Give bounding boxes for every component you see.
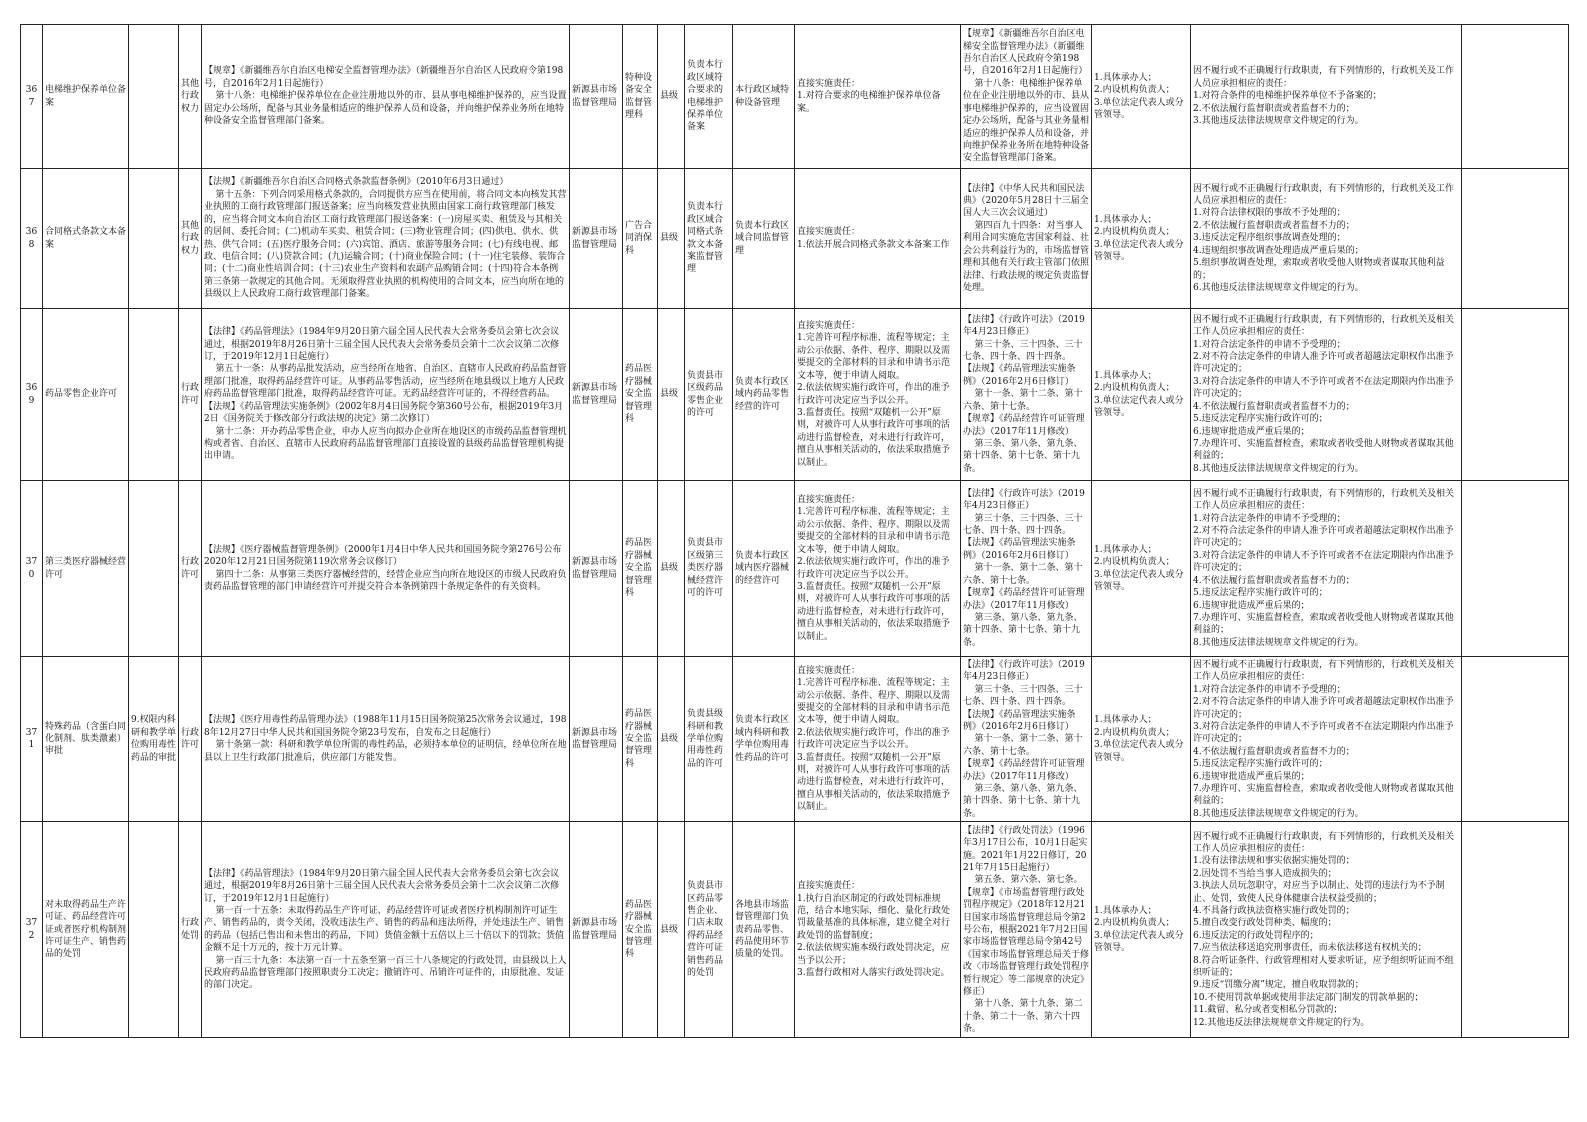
accountability-situations: 因不履行或不正确履行行政职责，有下列情形的，行政机关及相关工作人员应承担相应的责任： 1.没有法律法规和事实依据实施处罚的； 2.因处罚不当给当事人造成损失的； 3.执法人员玩忽职守，对应当予以制止、处罚的违法行为不予制止、处罚，致使人民身体健康合法权益受损的； 4.不具备行政执法资格实施行政处罚的； 5.擅自改变行政处罚种类、幅度的； 6.违反法定的行政处罚程序的； 7.应当依法移送追究刑事责任，而未依法移送有权机关的； 8.符合听证条件、行政管理相对人要求听证，应予组织听证而不组织听证的； 9.违反“罚缴分离”规定，擅自收取罚款的； 10.不使用罚款单据或使用非法定部门制发的罚款单据的； 11.截留、私分或者变相私分罚款的； 12.其他违反法律法规规章文件规定的行为。 [1193,831,1455,1028]
responsibility-content: 负责县市区级第三类医疗器械经营许可的许可 [687,538,724,599]
accountability-situations: 因不履行或不正确履行行政职责，有下列情形的，行政机关及工作人员应承担相应的责任： 1.对符合条件的电梯维护保养单位不予备案的； 2.不依法履行监督职责或者监督不力的； 3.其他违反法律法规规章文件规定的行为。 [1193,66,1455,127]
implementing-department: 新源县市场监督管理局 [572,85,618,108]
power-category-cell [179,657,202,822]
responsibility-object-cell [733,169,795,309]
implementing-department-cell [570,481,623,657]
accountability-situations-cell [1191,25,1462,169]
responsibility-object-cell [733,25,795,169]
accountability-situations: 因不履行或不正确履行行政职责，有下列情形的，行政机关及相关工作人员应承担相应的责任： 1.对符合法定条件的申请不予受理的； 2.对不符合法定条件的申请人准予许可或者超越法定职权作出准予许可决定的； 3.对符合法定条件的申请人不予许可或者不在法定期限内作出准予许可决定的； 4.不依法履行监督职责或者监督不力的； 5.违反法定程序实施行政许可的； 6.违规审批造成严重后果的； 7.办理许可、实施监督检查，索取或者收受他人财物或者谋取其他利益的； 8.其他违反法律法规规章文件规定的行为。 [1193,314,1455,474]
accountability-situations: 因不履行或不正确履行行政职责，有下列情形的，行政机关及工作人员应承担相应的责任： 1.对符合法律权限的事故不予处理的； 2.不依法履行监督职责或者监督不力的； 3.违反法定程序组织事故调查处理的； 4.违规组织事故调查处理造成严重后果的； 5.组织事故调查处理，索取或者收受他人财物或者谋取其他利益的； 6.其他违反法律法规规章文件规定的行为。 [1193,183,1455,293]
responsibility-basis-cell [961,657,1092,822]
implementation-level-cell [658,822,685,1038]
responsibility-object: 负责本行政区域内医疗器械的经营许可 [735,550,790,586]
responsible-subject: 1.具体承办人； 2.内设机构负责人； 3.单位法定代表人或分管领导。 [1094,544,1184,592]
table-body [21,25,1569,1038]
responsibility-object-cell [733,822,795,1038]
table-row [21,169,1569,309]
legal-basis-cell [202,822,570,1038]
power-category-cell [179,25,202,169]
responsibility-object-cell [733,481,795,657]
sub-item-name-cell [129,481,179,657]
remark-cell [1462,657,1569,822]
remark-cell [1462,481,1569,657]
responsible-office-cell [623,309,658,481]
power-category-cell [179,481,202,657]
accountability-situations: 因不履行或不正确履行行政职责，有下列情形的，行政机关及相关工作人员应承担相应的责任： 1.对符合法定条件的申请不予受理的； 2.对不符合法定条件的申请人准予许可或者超越法定职权作出准予许可决定的； 3.对符合法定条件的申请人不予许可或者不在法定期限内作出准予许可决定的； 4.不依法履行监督职责或者监督不力的； 5.违反法定程序实施行政许可的； 6.违规审批造成严重后果的； 7.办理许可、实施监督检查，索取或者收受他人财物或者谋取其他利益的； 8.其他违反法律法规规章文件规定的行为。 [1193,660,1455,819]
responsibility-items: 直接实施责任： 1.完善许可程序标准、流程等规定；主动公示依据、条件、程序、期限以及需要提交的全部材料的目录和申请书示范文本等，便于申请人阅取。 2.依法依规实施行政许可，作出的准予行政许可决定应当予以公开。 3.监督责任。按照“双随机一公开”原则，对被许可人从事行政许可事项的活动进行监督检查，对未进行行政许可，擅自从事相关活动的，依法采取措施予以制止。 [797,495,951,642]
table-row [21,309,1569,481]
responsibility-basis: 【法律】《中华人民共和国民法典》（2020年5月28日十三届全国人大三次会议通过） 第四百九十四条：对当事人利用合同实施危害国家利益、社会公共利益行为的，市场监督管理和其他有关行政主管部门依照法律、行政法规的规定负责监督处理。 [963,183,1090,293]
remark-cell [1462,169,1569,309]
item-name-cell [43,309,129,481]
accountability-situations-cell [1191,657,1462,822]
responsible-office: 特种设备安全监督管理科 [625,72,653,120]
legal-basis-cell [202,169,570,309]
power-category: 行政许可 [181,383,200,406]
responsible-subject-cell [1092,657,1191,822]
accountability-situations-cell [1191,169,1462,309]
power-category-cell [179,822,202,1038]
responsible-subject-cell [1092,822,1191,1038]
responsibility-content: 负责县市区药品零售企业、门店未取得药品经营许可证销售药品的处罚 [687,881,724,978]
remark-cell [1462,309,1569,481]
responsible-office-cell [623,822,658,1038]
responsibility-items: 直接实施责任： 1.执行自治区制定的行政处罚标准规范，结合本地实际，细化、量化行政处罚裁量基准的具体标准，建立健全对行政处罚的监督制度； 2.依法依规实施本级行政处罚决定，应当予以公开； 3.监督行政相对人落实行政处罚决定。 [797,881,951,978]
responsibility-basis: 【法律】《行政处罚法》（1996年3月17日公布，10月1日起实施。2021年1月22日修订，2021年7月15日起施行） 第五条、第六条、第七条。 【规章】《市场监督管理行政处罚程序规定》（2018年12月21日国家市场监督管理总局令第2号公布，根据2021年7月2日国家市场监督管理总局令第42号《国家市场监督管理总局关于修改〈市场监督管理行政处罚程序暂行规定〉等二部规章的决定》修正） 第十八条、第十九条、第二十条、第二十一条、第六十四条。 [963,825,1090,1035]
implementation-level-cell [658,25,685,169]
item-name-cell [43,822,129,1038]
power-category: 其他行政权力 [181,78,200,114]
item-name: 药品零售企业许可 [45,389,118,400]
implementation-level: 县级 [660,233,679,244]
accountability-situations-cell [1191,481,1462,657]
implementation-level: 县级 [660,733,679,744]
responsibility-content-cell [685,25,733,169]
responsible-subject: 1.具体承办人； 2.内设机构负责人； 3.单位法定代表人或分管领导。 [1094,905,1184,954]
sub-item-name-cell [129,169,179,309]
responsibility-items: 直接实施责任： 1.对符合要求的电梯维护保养单位备案。 [797,78,941,114]
power-category-cell [179,309,202,481]
responsible-office-cell [623,25,658,169]
responsibility-items-cell [795,169,961,309]
responsibility-items-cell [795,481,961,657]
item-name: 对未取得药品生产许可证、药品经营许可证或者医疗机构制剂许可证生产、销售药品的处罚 [45,899,127,960]
responsibility-content-cell [685,822,733,1038]
responsibility-basis-cell [961,822,1092,1038]
responsibility-object: 负责本行政区域合同监督管理 [735,220,790,256]
item-name-cell [43,169,129,309]
responsibility-basis: 【法律】《行政许可法》（2019年4月23日修正） 第三十条、三十四条、三十七条、四十条、四十四条。 【法规】《药品管理法实施条例》（2016年2月6日修订） 第十一条、第十二条、第十六条、第十七条。 【规章】《药品经营许可证管理办法》（2017年11月修改） 第三条、第八条、第九条、第十四条、第十七条、第十九条。 [963,488,1085,648]
responsible-office: 药品医疗器械安全监督管理科 [625,899,653,960]
responsibility-content-cell [685,309,733,481]
responsibility-basis: 【法律】《行政许可法》（2019年4月23日修正） 第三十条、三十四条、三十七条、四十条、四十四条。 【法规】《药品管理法实施条例》（2016年2月6日修订） 第十一条、第十二条、第十六条、第十七条。 【规章】《药品经营许可证管理办法》（2017年11月修改） 第三条、第八条、第九条、第十四条、第十七条、第十九条。 [963,660,1085,819]
legal-basis: 【法规】《医疗用毒性药品管理办法》（1988年11月15日国务院第25次常务会议通过，1988年12月27日中华人民共和国国务院令第23号发布，自发布之日起施行） 第十条第一款：科研和教学单位所需的毒性药品，必须持本单位的证明信，经单位所在地县以上卫生行政部门批准后，供应部门方能发售。 [204,715,567,763]
implementation-level: 县级 [660,924,679,935]
responsibility-items-cell [795,822,961,1038]
table-row [21,481,1569,657]
table-row [21,822,1569,1038]
responsibility-items-cell [795,309,961,481]
implementing-department: 新源县市场监督管理局 [572,727,618,751]
item-number: 368 [25,227,38,250]
item-name: 合同格式条款文本备案 [45,227,127,250]
responsibility-content: 负责本行政区域符合要求的电梯维护保养单位备案 [687,60,724,133]
responsibility-items-cell [795,657,961,822]
accountability-situations-cell [1191,309,1462,481]
responsible-subject: 1.具体承办人； 2.内设机构负责人； 3.单位法定代表人或分管领导。 [1094,214,1184,262]
responsibility-object-cell [733,657,795,822]
implementation-level-cell [658,657,685,822]
legal-basis: 【规章】《新疆维吾尔自治区电梯安全监督管理办法》（新疆维吾尔自治区人民政府令第198号，自2016年2月1日起施行） 第十八条：电梯维护保养单位在企业注册地以外的市、县从事电梯维护保养的，应当设置固定办公场所，配备与其业务量相适应的维护保养人员和设备，并向维护保养业务所在地特种设备安全监督管理部门备案。 [204,66,567,127]
item-number: 369 [25,383,38,406]
sub-item-name-cell [129,309,179,481]
responsibility-basis-cell [961,169,1092,309]
item-number-cell [21,822,43,1038]
responsible-office: 药品医疗器械安全监督管理科 [625,364,653,425]
item-number: 371 [25,727,38,751]
implementation-level: 县级 [660,91,679,102]
responsibility-content: 负责县级科研和教学单位购用毒性药品的许可 [687,709,724,769]
sub-item-name: 9.权限内科研和教学单位购用毒性药品的审批 [131,715,177,763]
item-number: 372 [25,918,38,941]
responsible-subject-cell [1092,169,1191,309]
responsibility-items-cell [795,25,961,169]
remark-cell [1462,822,1569,1038]
implementation-level: 县级 [660,389,679,400]
implementing-department: 新源县市场监督管理局 [572,557,618,580]
responsibility-object: 各地县市场监督管理部门负责药品零售、药品使用环节质量的处罚。 [735,899,790,960]
responsibility-items: 直接实施责任： 1.完善许可程序标准、流程等规定；主动公示依据、条件、程序、期限以及需要提交的全部材料的目录和申请书示范文本等，便于申请人阅取。 2.依法依规实施行政许可，作出的准予行政许可决定应当予以公开。 3.监督责任。按照“双随机一公开”原则，对被许可人从事行政许可事项的活动进行监督检查，对未进行行政许可，擅自从事相关活动的，依法采取措施予以制止。 [797,665,951,813]
responsible-subject: 1.具体承办人； 2.内设机构负责人； 3.单位法定代表人或分管领导。 [1094,370,1184,418]
implementing-department-cell [570,25,623,169]
responsible-office: 广告合同消保科 [625,220,653,256]
power-category: 其他行政权力 [181,220,200,256]
remark-cell [1462,25,1569,169]
power-category-cell [179,169,202,309]
accountability-situations: 因不履行或不正确履行行政职责，有下列情形的，行政机关及相关工作人员应承担相应的责任： 1.对符合法定条件的申请不予受理的； 2.对不符合法定条件的申请人准予许可或者超越法定职权作出准予许可决定的； 3.对符合法定条件的申请人不予许可或者不在法定期限内作出准予许可决定的； 4.不依法履行监督职责或者监督不力的； 5.违反法定程序实施行政许可的； 6.违规审批造成严重后果的； 7.办理许可、实施监督检查，索取或者收受他人财物或者谋取其他利益的； 8.其他违反法律法规规章文件规定的行为。 [1193,488,1455,648]
responsible-subject-cell [1092,25,1191,169]
item-name: 电梯维护保养单位备案 [45,85,127,108]
item-name: 特殊药品（含蛋白同化制剂、肽类激素）审批 [45,721,127,757]
responsibility-object-cell [733,309,795,481]
item-number-cell [21,481,43,657]
sub-item-name-cell [129,822,179,1038]
implementation-level-cell [658,481,685,657]
power-category: 行政许可 [181,557,200,580]
legal-basis-cell [202,657,570,822]
responsible-office-cell [623,657,658,822]
implementing-department: 新源县市场监督管理局 [572,918,618,941]
item-name-cell [43,481,129,657]
implementation-level: 县级 [660,563,679,574]
implementing-department: 新源县市场监督管理局 [572,383,618,406]
responsible-office: 药品医疗器械安全监督管理科 [625,709,653,769]
responsible-office-cell [623,169,658,309]
responsible-office: 药品医疗器械安全监督管理科 [625,538,653,599]
responsibility-items: 直接实施责任： 1.依法开展合同格式条款文本备案工作 [797,227,950,250]
legal-basis: 【法律】《药品管理法》（1984年9月20日第六届全国人民代表大会常务委员会第七次会议通过，根据2019年8月26日第十三届全国人民代表大会常务委员会第十二次会议第二次修订，于2019年12月1日起施行） 第五十一条：从事药品批发活动，应当经所在地省、自治区、直辖市人民政府药品监督管理部门批准，取得药品经营许可证。从事药品零售活动，应当经所在地县级以上地方人民政府药品监督管理部门批准，取得药品经营许可证。无药品经营许可证的，不得经营药品。 【法规】《药品管理法实施条例》（2002年8月4日国务院令第360号公布，根据2019年3月2日《国务院关于修改部分行政法规的决定》第二次修订） 第十二条：开办药品零售企业，申办人应当向拟办企业所在地设区的市级药品监督管理机构或者省、自治区、直辖市人民政府药品监督管理部门直接设置的县级药品监督管理机构提出申请。 [204,327,567,462]
legal-basis-cell [202,481,570,657]
power-category: 行政许可 [181,727,200,751]
implementing-department-cell [570,309,623,481]
table-row [21,25,1569,169]
responsible-subject-cell [1092,309,1191,481]
accountability-situations-cell [1191,822,1462,1038]
implementation-level-cell [658,309,685,481]
responsibility-basis-cell [961,25,1092,169]
item-number-cell [21,169,43,309]
legal-basis-cell [202,25,570,169]
sub-item-name-cell [129,25,179,169]
table-row [21,657,1569,822]
implementing-department-cell [570,822,623,1038]
item-name: 第三类医疗器械经营许可 [45,557,127,580]
item-name-cell [43,657,129,822]
responsibility-items: 直接实施责任： 1.完善许可程序标准、流程等规定；主动公示依据、条件、程序、期限以及需要提交的全部材料的目录和申请书示范文本等，便于申请人阅取。 2.依法依规实施行政许可，作出的准予行政许可决定应当予以公开。 3.监督责任。按照“双随机一公开”原则，对被许可人从事行政许可事项的活动进行监督检查，对未进行行政许可，擅自从事相关活动的，依法采取措施予以制止。 [797,321,951,468]
responsible-subject: 1.具体承办人； 2.内设机构负责人； 3.单位法定代表人或分管领导。 [1094,72,1184,120]
responsibility-object: 负责本行政区域内药品零售经营的许可 [735,376,790,412]
responsibility-basis: 【规章】《新疆维吾尔自治区电梯安全监督管理办法》（新疆维吾尔自治区人民政府令第198号，自2016年2月1日起施行） 第十八条：电梯维护保养单位在企业注册地以外的市、县从事电梯维护保养的，应当设置固定办公场所，配备与其业务量相适应的维护保养人员和设备，并向维护保养业务所在地特种设备安全监督管理部门备案。 [963,29,1090,164]
responsibility-content: 负责县市区级药品零售企业的许可 [687,370,724,418]
responsibility-object: 本行政区域特种设备管理 [735,85,790,108]
responsibility-content: 负责本行政区域合同格式条款文本备案监督管理 [687,202,724,275]
item-name-cell [43,25,129,169]
legal-basis-cell [202,309,570,481]
responsibility-content-cell [685,169,733,309]
legal-basis: 【法规】《新疆维吾尔自治区合同格式条款监督条例》（2010年6月3日通过） 第十五条：下列合同采用格式条款的，合同提供方应当在使用前，将合同文本向核发其营业执照的工商行政管理部门报送备案；应当向核发营业执照由国家工商行政管理部门核发的，应当将合同文本向自治区工商行政管理部门报送备案：(一)房屋买卖、租赁及与其相关的居间、委托合同；(二)机动车买卖、租赁合同；(三)物业管理合同；(四)供电、供水、供热、供气合同；(五)医疗服务合同；(六)宾馆、酒店、旅游等服务合同；(七)有线电视、邮政、电信合同；(八)贷款合同；(九)运输合同；(十)商业保险合同；(十一)住宅装修、装饰合同；(十二)商业性培训合同；(十三)农业生产资料和农副产品购销合同；(十四)符合本条例第三条第一款规定的其他合同。无须取得营业执照的机构使用的合同文本，应当向所在地的县级以上人民政府工商行政管理部门备案。 [204,177,567,300]
responsibility-content-cell [685,657,733,822]
implementing-department-cell [570,657,623,822]
item-number: 370 [25,557,38,580]
responsible-subject-cell [1092,481,1191,657]
responsibility-content-cell [685,481,733,657]
legal-basis: 【法规】《医疗器械监督管理条例》（2000年1月4日中华人民共和国国务院令第276号公布 2020年12月21日国务院第119次常务会议修订） 第四十二条：从事第三类医疗器械经营的，经营企业应当向所在地设区的市级人民政府负责药品监督管理的部门申请经营许可并提交符合本条例第四十条规定条件的有关资料。 [204,544,567,592]
implementing-department-cell [570,169,623,309]
responsible-subject: 1.具体承办人； 2.内设机构负责人； 3.单位法定代表人或分管领导。 [1094,715,1184,763]
responsibility-object: 负责本行政区域内科研和教学单位购用毒性药品的许可 [735,715,790,763]
item-number-cell [21,657,43,822]
power-category: 行政处罚 [181,918,200,941]
sub-item-name-cell [129,657,179,822]
responsibility-basis-cell [961,481,1092,657]
responsibility-basis-cell [961,309,1092,481]
item-number: 367 [25,85,38,108]
legal-basis: 【法律】《药品管理法》（1984年9月20日第六届全国人民代表大会常务委员会第七次会议通过，根据2019年8月26日第十三届全国人民代表大会常务委员会第十二次会议第二次修订，于2019年12月1日起施行） 第一百一十五条：未取得药品生产许可证、药品经营许可证或者医疗机构制剂许可证生产、销售药品的，责令关闭，没收违法生产、销售的药品和违法所得，并处违法生产、销售的药品（包括已售出和未售出的药品，下同）货值金额十五倍以上三十倍以下的罚款；货值金额不足十万元的，按十万元计算。 第一百三十九条：本法第一百一十五条至第一百三十八条规定的行政处罚，由县级以上人民政府药品监督管理部门按照职责分工决定；撤销许可、吊销许可证件的，由原批准、发证的部门决定。 [204,868,567,991]
power-list-table [20,24,1569,1038]
responsibility-basis: 【法律】《行政许可法》（2019年4月23日修正） 第三十条、三十四条、三十七条、四十条、四十四条。 【法规】《药品管理法实施条例》（2016年2月6日修订） 第十一条、第十二条、第十六条、第十七条。 【规章】《药品经营许可证管理办法》（2017年11月修改） 第三条、第八条、第九条、第十四条、第十七条、第十九条。 [963,314,1085,474]
item-number-cell [21,25,43,169]
implementing-department: 新源县市场监督管理局 [572,227,618,250]
responsible-office-cell [623,481,658,657]
implementation-level-cell [658,169,685,309]
item-number-cell [21,309,43,481]
